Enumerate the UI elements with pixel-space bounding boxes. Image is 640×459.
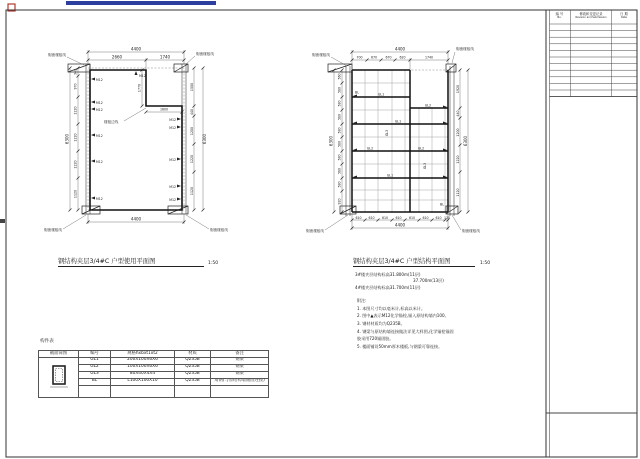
dim-text: 580 xyxy=(337,113,342,121)
dim-text: 580 xyxy=(337,140,342,148)
titleblock-col-no xyxy=(549,12,570,19)
plan-left-labels xyxy=(44,51,228,232)
empty-cell xyxy=(79,385,111,397)
dim-text: 580 xyxy=(337,86,342,94)
beam-label: GL2 xyxy=(417,146,425,151)
dim-text: 1740 xyxy=(424,55,434,60)
dim-text: 1770 xyxy=(137,83,142,93)
member-id: GL1 xyxy=(79,357,111,364)
beam-label: GL2 xyxy=(366,146,374,151)
slab-edge-label: 楼板边线 xyxy=(104,120,119,124)
member-id: BL xyxy=(79,378,111,385)
dim-text: 1120 xyxy=(73,189,78,199)
member-note: 钢梁 xyxy=(211,357,269,364)
note-item: 2. 图中▲表示M12化学锚栓,锚入原结构墙内100。 xyxy=(357,313,449,319)
anchor-label: M12 xyxy=(169,126,176,130)
plan-right-linework xyxy=(328,64,458,216)
col-header: 备注 xyxy=(211,351,269,358)
anchor-label: M12 xyxy=(169,198,176,202)
dim-text: 4400 xyxy=(394,222,406,228)
dim-text: 1740 xyxy=(159,54,171,60)
anchor-label: M12 xyxy=(169,118,176,122)
plan-left-linework xyxy=(68,64,188,214)
dim-text: 670 xyxy=(370,55,378,60)
col-rev-cn: 修改和变更记录 xyxy=(579,12,603,16)
demolition-line-label: 剔凿楼板线 xyxy=(210,228,228,232)
general-notes xyxy=(357,299,454,353)
dim-text: 1220 xyxy=(190,154,194,164)
anchor-label: M12 xyxy=(96,101,103,105)
dim-text: 1600 xyxy=(159,107,169,112)
demolition-line-label: 剔凿楼板线 xyxy=(456,47,474,51)
level-note-1b: 37.700m(13层) xyxy=(413,278,444,283)
dim-text: 6300 xyxy=(64,133,70,145)
member-note: 钢梁 xyxy=(211,371,269,378)
col-header: 截面简图 xyxy=(39,351,79,358)
table-header-row xyxy=(39,351,269,358)
plan-right-title-text: 钢结构夹层3/4#C 户型结构平面图 xyxy=(353,258,451,265)
beam-label: GL1 xyxy=(377,92,385,97)
member-spec: 100X100X6X6 xyxy=(111,364,175,371)
plan-right-title xyxy=(353,256,475,267)
anchor-label: M12 xyxy=(139,74,146,78)
section-sketch-cell xyxy=(39,357,79,397)
blue-bar xyxy=(66,1,216,5)
dim-text: 340 xyxy=(73,68,78,76)
dim-text: 670 xyxy=(385,55,392,60)
note-item: 4. 钢梁与原结构墙连接做法详见大样图,化学锚栓锚固 xyxy=(357,328,454,334)
anchor-label: M12 xyxy=(169,158,176,162)
dim-text: 6300 xyxy=(202,133,207,145)
anchor-label: M12 xyxy=(96,108,103,112)
dim-text: 970 xyxy=(73,83,78,90)
dim-text: 4400 xyxy=(130,46,142,52)
member-spec: L100X100X10 xyxy=(111,378,175,385)
col-date-en: Date xyxy=(621,16,627,20)
beam-label: BL xyxy=(440,202,444,207)
dim-text: 580 xyxy=(337,127,342,134)
member-id: GL2 xyxy=(79,364,111,371)
dim-text: 610 xyxy=(408,216,416,220)
dim-text: 440 xyxy=(190,108,194,116)
edge-mark xyxy=(0,219,5,223)
dim-text: 610 xyxy=(422,216,429,220)
member-spec: 200X100X6X6 xyxy=(111,357,175,364)
notes-title: 附注: xyxy=(357,298,367,303)
dim-text: 580 xyxy=(337,167,342,175)
demolition-line-label: 剔凿楼板线 xyxy=(48,53,66,57)
plan-left-title xyxy=(58,256,204,267)
dim-text: 610 xyxy=(435,216,442,220)
dim-text: 6300 xyxy=(328,135,334,147)
section-table xyxy=(38,350,269,398)
col-header: 编号 xyxy=(79,351,111,358)
member-material: Q235B xyxy=(175,364,211,371)
dim-text: 1200 xyxy=(190,126,194,136)
dim-text: 610 xyxy=(381,216,389,220)
anchor-label: M12 xyxy=(96,134,103,138)
note-item: 3. 钢材材质均为Q235B。 xyxy=(357,321,405,327)
col-date-cn: 日 期 xyxy=(620,12,628,16)
beam-label: BL xyxy=(355,90,359,95)
titleblock-col-revision xyxy=(571,12,611,19)
anchor-label: M12 xyxy=(96,160,103,164)
plan-right-scale: 1:50 xyxy=(480,261,491,266)
dim-text: 560 xyxy=(337,73,342,80)
dim-text: 1220 xyxy=(73,133,78,142)
member-note: 角钢(与原结构墙锚固连接) xyxy=(211,378,269,385)
empty-cell xyxy=(175,385,211,397)
col-no-cn: 编 号 xyxy=(555,12,564,16)
demolition-line-label: 剔凿楼板线 xyxy=(306,229,324,233)
note-item: 1. 本图尺寸均以毫米计,标高以米计。 xyxy=(357,305,425,311)
note-item: 5. 楼面铺设50mm厚木楼板,与钢梁可靠连接。 xyxy=(357,344,443,350)
dim-text: 620 xyxy=(399,55,406,60)
beam-label: GL1 xyxy=(394,119,402,124)
dim-text: 610 xyxy=(355,216,362,220)
beam-label: GL1 xyxy=(386,173,394,178)
dim-text: 580 xyxy=(337,181,342,188)
beam-label: GL2 xyxy=(424,103,432,108)
dim-text: 1120 xyxy=(456,188,460,197)
titleblock-grid xyxy=(546,10,637,413)
plan-left-scale: 1:50 xyxy=(208,261,219,266)
member-material: Q235B xyxy=(175,357,211,364)
level-note-2: 4#楼夹层结构标高31.700m(11层) xyxy=(355,285,421,290)
dim-text: 4400 xyxy=(130,216,142,222)
member-id: GL3 xyxy=(79,371,111,378)
dim-text: 440 xyxy=(456,110,460,117)
demolition-line-label: 剔凿楼板线 xyxy=(312,53,330,57)
beam-label: GL3 xyxy=(385,129,389,137)
dim-text: 4400 xyxy=(394,46,406,52)
box-section-sketch xyxy=(47,362,71,390)
dim-text: 580 xyxy=(337,100,342,107)
anchor-label: M12 xyxy=(169,185,176,189)
dim-text: 700 xyxy=(356,55,363,60)
dim-text: 1920 xyxy=(456,84,460,94)
dim-text: 1220 xyxy=(456,155,460,164)
member-material: Q235B xyxy=(175,371,211,378)
dim-text: 2660 xyxy=(111,54,123,60)
anchor-label: M12 xyxy=(96,197,103,201)
dim-text: 1500 xyxy=(190,82,194,92)
dim-text: 130 xyxy=(443,216,451,220)
demolition-line-label: 剔凿楼板线 xyxy=(44,228,62,232)
plan-left-anchor-symbols xyxy=(91,71,181,201)
plan-left-title-text: 钢结构夹层3/4#C 户型使用平面图 xyxy=(58,258,156,265)
demolition-line-label: 剔凿楼板线 xyxy=(462,229,480,233)
member-note: 钢梁 xyxy=(211,364,269,371)
dim-text: 610 xyxy=(368,216,375,220)
dim-text: 580 xyxy=(337,154,342,161)
dim-text: 610 xyxy=(395,216,402,220)
member-material: Q235B xyxy=(175,378,211,385)
col-header: 材质 xyxy=(175,351,211,358)
beam-label: GL3 xyxy=(423,162,427,170)
level-note-1: 3#楼夹层结构标高31.800m(11层) xyxy=(355,272,421,277)
anchor-label: M12 xyxy=(96,78,103,82)
dim-text: 1220 xyxy=(73,106,78,115)
note-item: 胶采用720锚固胶。 xyxy=(357,336,394,342)
col-no-en: No. xyxy=(557,16,562,20)
col-rev-en: Revision and Submission xyxy=(575,16,607,20)
dim-text: 1220 xyxy=(73,160,78,169)
empty-cell xyxy=(211,385,269,397)
demolition-line-label: 剔凿楼板线 xyxy=(196,52,214,56)
dim-text: 1200 xyxy=(456,128,460,137)
col-header: 规格hxbxt1xt2 xyxy=(111,351,175,358)
section-table-label: 构件表 xyxy=(40,339,54,344)
dim-text: 6300 xyxy=(463,135,468,147)
plan-left-dimensions xyxy=(63,50,209,229)
dim-text: 920 xyxy=(337,198,342,205)
dim-text: 1120 xyxy=(190,186,194,196)
member-spec: 80X40X4X4 xyxy=(111,371,175,378)
empty-cell xyxy=(111,385,175,397)
table-row xyxy=(39,357,269,364)
titleblock-col-date xyxy=(612,12,636,19)
